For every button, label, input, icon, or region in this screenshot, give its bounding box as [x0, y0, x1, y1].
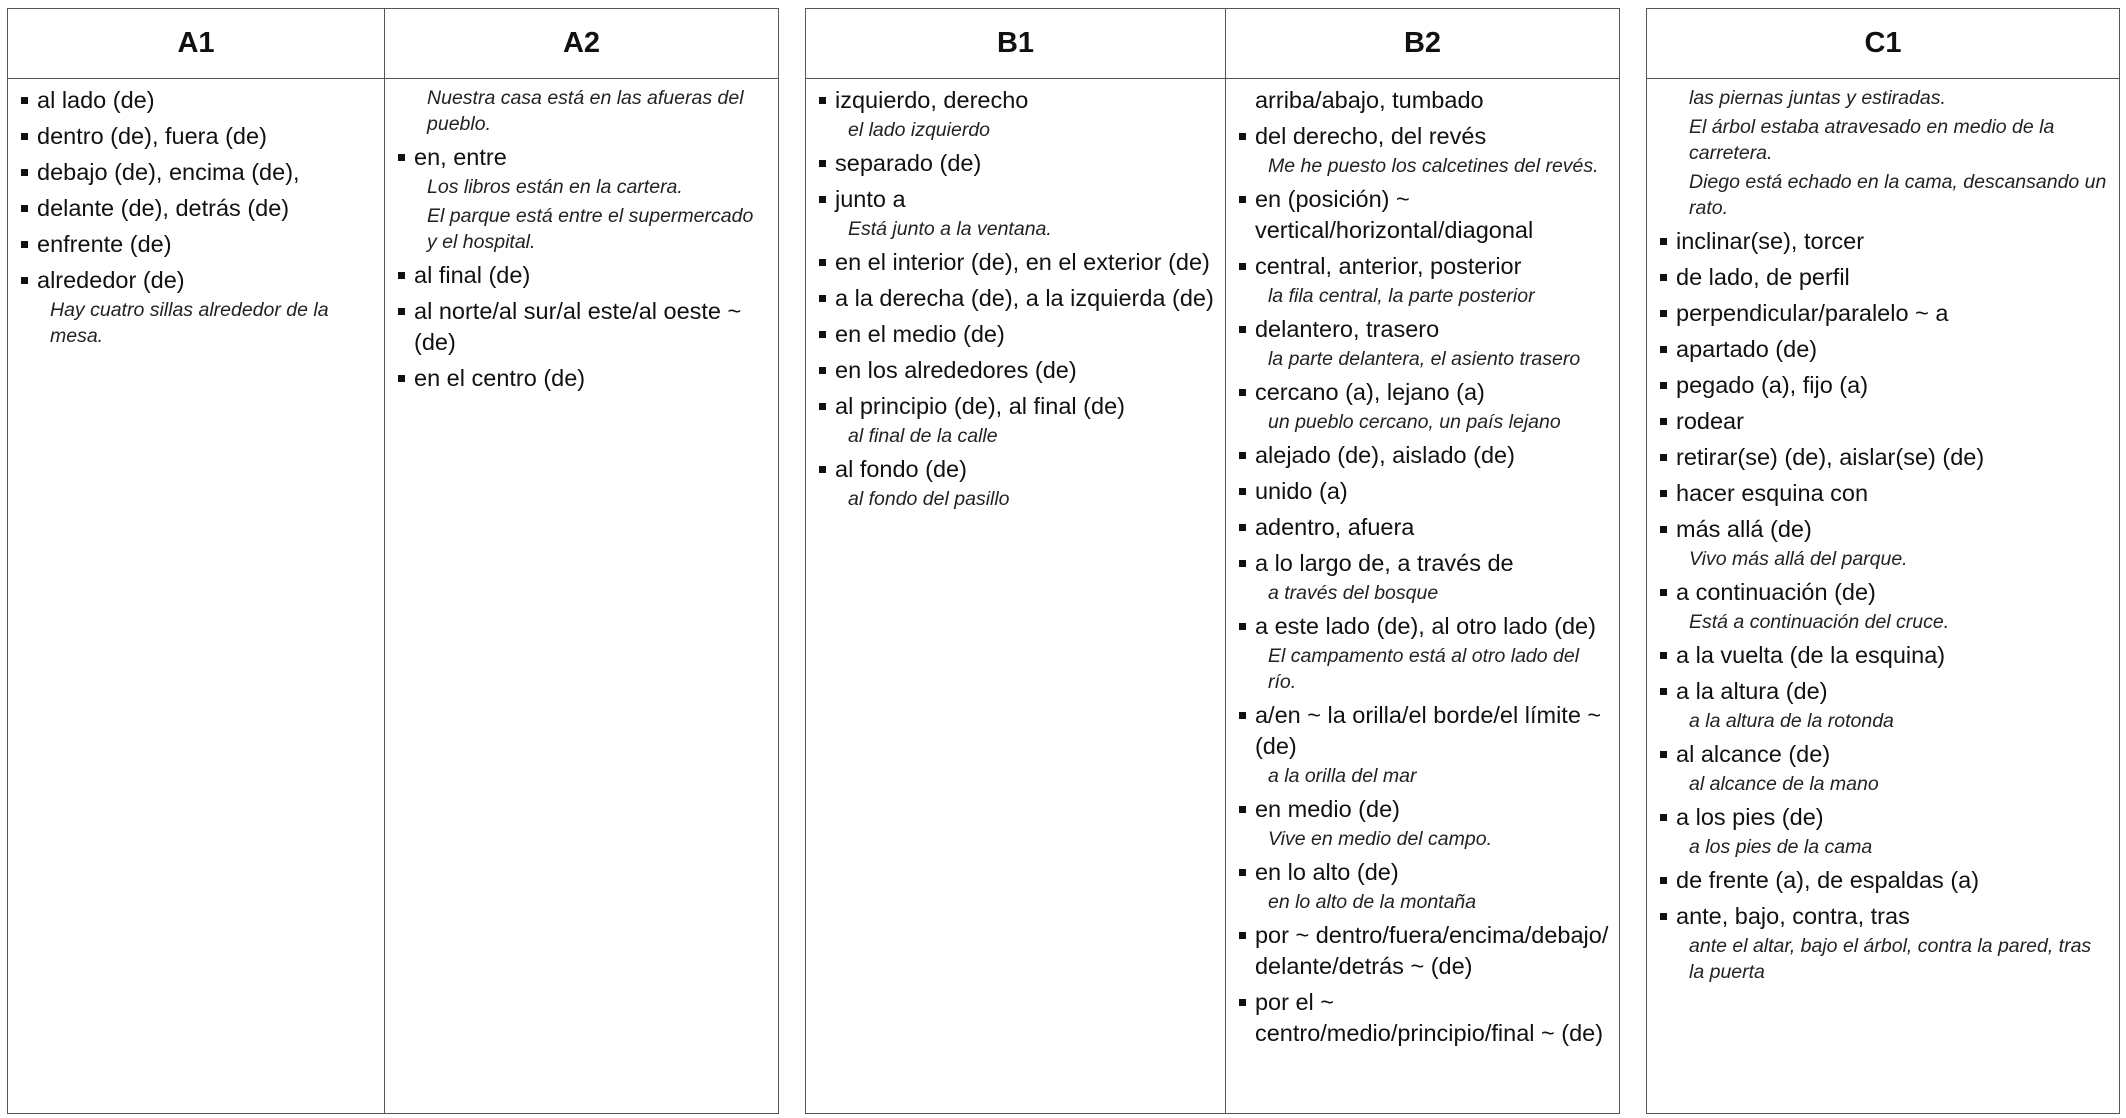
column-body [1226, 79, 1619, 1049]
column-c1 [1647, 9, 2119, 1113]
list-item: al principio (de), al final (de) [818, 391, 1215, 422]
list-item: a continuación (de) [1659, 577, 2109, 608]
continued-example-text: Diego está echado en la cama, descansando un rato. [1689, 171, 2107, 219]
table-group-a [7, 8, 779, 1114]
list-item: al fondo (de) [818, 454, 1215, 485]
continued-example-text: El árbol estaba atravesado en medio de la carretera. [1689, 116, 2055, 164]
list-item: enfrente (de) [20, 229, 374, 260]
list-item: junto a [818, 184, 1215, 215]
list-item: al lado (de) [20, 85, 374, 116]
example-text: Me he puesto los calcetines del revés. [1267, 155, 1599, 177]
list-item: delante (de), detrás (de) [20, 193, 374, 224]
example-text: la fila central, la parte posterior [1267, 285, 1535, 307]
list-item: izquierdo, derecho [818, 85, 1215, 116]
example-text: un pueblo cercano, un país lejano [1267, 411, 1561, 433]
table-group-b [805, 8, 1620, 1114]
list-item: a la derecha (de), a la izquierda (de) [818, 283, 1215, 314]
column-b1 [806, 9, 1226, 1113]
list-item: más allá (de) [1659, 514, 2109, 545]
list-item: de lado, de perfil [1659, 262, 2109, 293]
list-item: a la altura (de) [1659, 676, 2109, 707]
list-item: cercano (a), lejano (a) [1238, 377, 1609, 408]
example-text: al final de la calle [848, 425, 998, 447]
example-text: Está junto a la ventana. [848, 218, 1052, 240]
example-text: a los pies de la cama [1689, 836, 1873, 858]
list-item: a lo largo de, a través de [1238, 548, 1609, 579]
list-item: adentro, afuera [1238, 512, 1609, 543]
example-text: El parque está entre el supermercado y el hospital. [427, 205, 754, 253]
list-item: pegado (a), fijo (a) [1659, 370, 2109, 401]
list-item: del derecho, del revés [1238, 121, 1609, 152]
example-text: Los libros están en la cartera. [427, 176, 683, 198]
list-item: al alcance (de) [1659, 739, 2109, 770]
continued-item-text: arriba/abajo, tumbado [1254, 87, 1484, 113]
list-item: en el interior (de), en el exterior (de) [818, 247, 1215, 278]
continued-example-text: Nuestra casa está en las afueras del pueblo. [427, 87, 744, 135]
example-text: Hay cuatro sillas alrededor de la mesa. [50, 299, 329, 347]
column-header: B2 [1226, 9, 1619, 79]
column-a1 [8, 9, 385, 1113]
column-header: A2 [385, 9, 778, 79]
list-item: en (posición) ~ vertical/horizontal/diagonal [1238, 184, 1609, 246]
example-text: a la orilla del mar [1267, 765, 1417, 787]
column-body [1647, 79, 2119, 985]
list-item: separado (de) [818, 148, 1215, 179]
example-text: a través del bosque [1267, 582, 1439, 604]
column-body [8, 79, 384, 349]
list-item: en el centro (de) [397, 363, 768, 394]
list-item: a este lado (de), al otro lado (de) [1238, 611, 1609, 642]
continued-example-text: las piernas juntas y estiradas. [1689, 87, 1946, 109]
column-b2 [1226, 9, 1619, 1113]
example-text: Vivo más allá del parque. [1689, 548, 1908, 570]
list-item: en los alrededores (de) [818, 355, 1215, 386]
list-item: en lo alto (de) [1238, 857, 1609, 888]
list-item: dentro (de), fuera (de) [20, 121, 374, 152]
example-text: El campamento está al otro lado del río. [1267, 645, 1580, 693]
example-text: Está a continuación del cruce. [1689, 611, 1950, 633]
list-item: hacer esquina con [1659, 478, 2109, 509]
list-item: a la vuelta (de la esquina) [1659, 640, 2109, 671]
list-item: al norte/al sur/al este/al oeste ~ (de) [397, 296, 768, 358]
list-item: inclinar(se), torcer [1659, 226, 2109, 257]
list-item: unido (a) [1238, 476, 1609, 507]
table-group-c [1646, 8, 2120, 1114]
list-item: perpendicular/paralelo ~ a [1659, 298, 2109, 329]
list-item: apartado (de) [1659, 334, 2109, 365]
list-item: delantero, trasero [1238, 314, 1609, 345]
example-text: en lo alto de la montaña [1267, 891, 1477, 913]
example-text: el lado izquierdo [848, 119, 991, 141]
column-header: C1 [1647, 9, 2119, 79]
list-item: por ~ dentro/fuera/encima/debajo/ delante/detrás ~ (de) [1238, 920, 1609, 982]
list-item: rodear [1659, 406, 2109, 437]
example-text: a la altura de la rotonda [1689, 710, 1894, 732]
list-item: alrededor (de) [20, 265, 374, 296]
list-item: en medio (de) [1238, 794, 1609, 825]
example-text: ante el altar, bajo el árbol, contra la pared, tras la puerta [1689, 935, 2092, 983]
list-item: al final (de) [397, 260, 768, 291]
list-item: alejado (de), aislado (de) [1238, 440, 1609, 471]
column-body [806, 79, 1225, 512]
example-text: Vive en medio del campo. [1267, 828, 1492, 850]
column-a2 [385, 9, 778, 1113]
list-item: debajo (de), encima (de), [20, 157, 374, 188]
example-text: al alcance de la mano [1689, 773, 1879, 795]
list-item: en, entre [397, 142, 768, 173]
column-body [385, 79, 778, 394]
list-item: central, anterior, posterior [1238, 251, 1609, 282]
list-item: retirar(se) (de), aislar(se) (de) [1659, 442, 2109, 473]
column-header: B1 [806, 9, 1225, 79]
list-item: a los pies (de) [1659, 802, 2109, 833]
example-text: al fondo del pasillo [848, 488, 1010, 510]
example-text: la parte delantera, el asiento trasero [1267, 348, 1581, 370]
list-item: ante, bajo, contra, tras [1659, 901, 2109, 932]
column-header: A1 [8, 9, 384, 79]
list-item: por el ~ centro/medio/principio/final ~ (de) [1238, 987, 1609, 1049]
list-item: de frente (a), de espaldas (a) [1659, 865, 2109, 896]
list-item: en el medio (de) [818, 319, 1215, 350]
list-item: a/en ~ la orilla/el borde/el límite ~ (de) [1238, 700, 1609, 762]
